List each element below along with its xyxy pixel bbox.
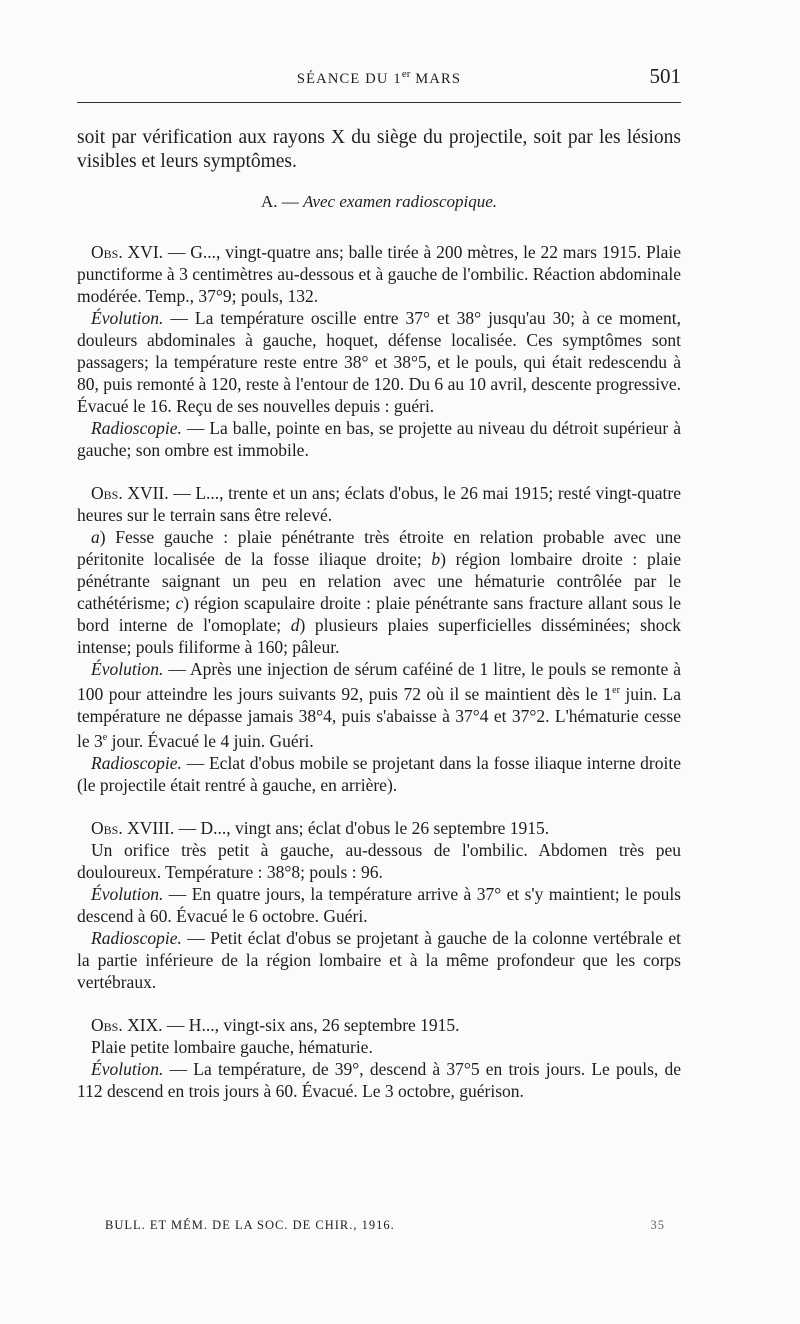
obs-17-evolution: Évolution. — Après une injection de sérum caféiné de 1 litre, le pouls se remonte à 100 pour atteindre les jours suivants 92, puis 72 où il se maintient dès le 1er juin. La température ne dépasse jamais 38°4, puis s'abaisse à 37°4 et 37°2. L'hématurie cesse le 3e jour. Évacué le 4 juin. Guéri. xyxy=(77,659,681,751)
spacer xyxy=(77,796,681,817)
running-header xyxy=(77,64,681,90)
signature-mark: 35 xyxy=(650,1218,665,1232)
obs-17-radioscopie: Radioscopie. — Eclat d'obus mobile se projetant dans la fosse iliaque interne droite (le projectile était rentré à gauche, en arrière). xyxy=(77,752,681,795)
obs-16-radioscopie: Radioscopie. — La balle, pointe en bas, se projette au niveau du détroit supérieur à gauche; son ombre est immobile. xyxy=(77,418,681,460)
obs-17-wounds: a) Fesse gauche : plaie pénétrante très étroite en relation probable avec une péritonite localisée de la fosse iliaque droite; b) région lombaire droite : plaie pénétrante saignant un peu en relation avec une hématurie contrôlée par le cathétérisme; c) région scapulaire droite : plaie pénétrante sans fracture allant sous le bord interne de l'omoplate; d) plusieurs plaies superficielles disséminées; shock intense; pouls filiforme à 160; pâleur. xyxy=(77,527,681,657)
obs-18-description: Un orifice très petit à gauche, au-dessous de l'ombilic. Abdomen très peu douloureux. Température : 38°8; pouls : 96. xyxy=(77,839,681,882)
header-title-sup: er xyxy=(401,68,411,80)
obs-17-heading: Obs. XVII. — L..., trente et un ans; éclats d'obus, le 26 mai 1915; resté vingt-quatre heures sur le terrain sans être relevé. xyxy=(77,483,681,525)
obs-18-evolution: Évolution. — En quatre jours, la température arrive à 37° et s'y maintient; le pouls descend à 60. Évacué le 6 octobre. Guéri. xyxy=(77,883,681,926)
header-title-pre: SÉANCE DU 1 xyxy=(296,70,402,87)
obs-19-description: Plaie petite lombaire gauche, hématurie. xyxy=(91,1036,373,1057)
obs-19-evolution: Évolution. — La température, de 39°, descend à 37°5 en trois jours. Le pouls, de 112 descend en trois jours à 60. Évacué. Le 3 octobre, guérison. xyxy=(77,1058,681,1101)
header-rule xyxy=(77,102,681,103)
obs-18-heading: Obs. XVIII. — D..., vingt ans; éclat d'obus le 26 septembre 1915. xyxy=(91,817,550,838)
body-text xyxy=(77,126,681,1102)
header-title xyxy=(77,68,681,88)
header-title-post: MARS xyxy=(410,70,462,87)
journal-reference: BULL. ET MÉM. DE LA SOC. DE CHIR., 1916. xyxy=(105,1218,395,1232)
spacer xyxy=(77,461,681,482)
obs-18-radioscopie: Radioscopie. — Petit éclat d'obus se projetant à gauche de la colonne vertébrale et la partie inférieure de la région lombaire et à la même profondeur que les corps vertébraux. xyxy=(77,927,681,992)
obs-16-heading: Obs. XVI. — G..., vingt-quatre ans; balle tirée à 200 mètres, le 22 mars 1915. Plaie punctiforme à 3 centimètres au-dessous et à gauche de l'ombilic. Réaction abdominale modérée. Temp., 37°9; pouls, 132. xyxy=(77,242,681,306)
obs-16-evolution: Évolution. — La température oscille entre 37° et 38° jusqu'au 30; à ce moment, douleurs abdominales à gauche, hoquet, défense localisée. Ces symptômes sont passagers; la température reste entre 38° et 38°5, et le pouls, qui était redescendu à 80, puis remonté à 120, reste à l'entour de 120. Du 6 au 10 avril, descente progressive. Évacué le 16. Reçu de ses nouvelles depuis : guéri. xyxy=(77,308,681,416)
intro-paragraph: soit par vérification aux rayons X du siège du projectile, soit par les lésions visibles et leurs symptômes. xyxy=(77,127,681,172)
page-number: 501 xyxy=(649,64,681,88)
page-footer xyxy=(105,1218,665,1238)
section-heading: A. — Avec examen radioscopique. xyxy=(260,192,498,211)
obs-19-heading: Obs. XIX. — H..., vingt-six ans, 26 septembre 1915. xyxy=(91,1014,460,1035)
spacer xyxy=(77,993,681,1014)
